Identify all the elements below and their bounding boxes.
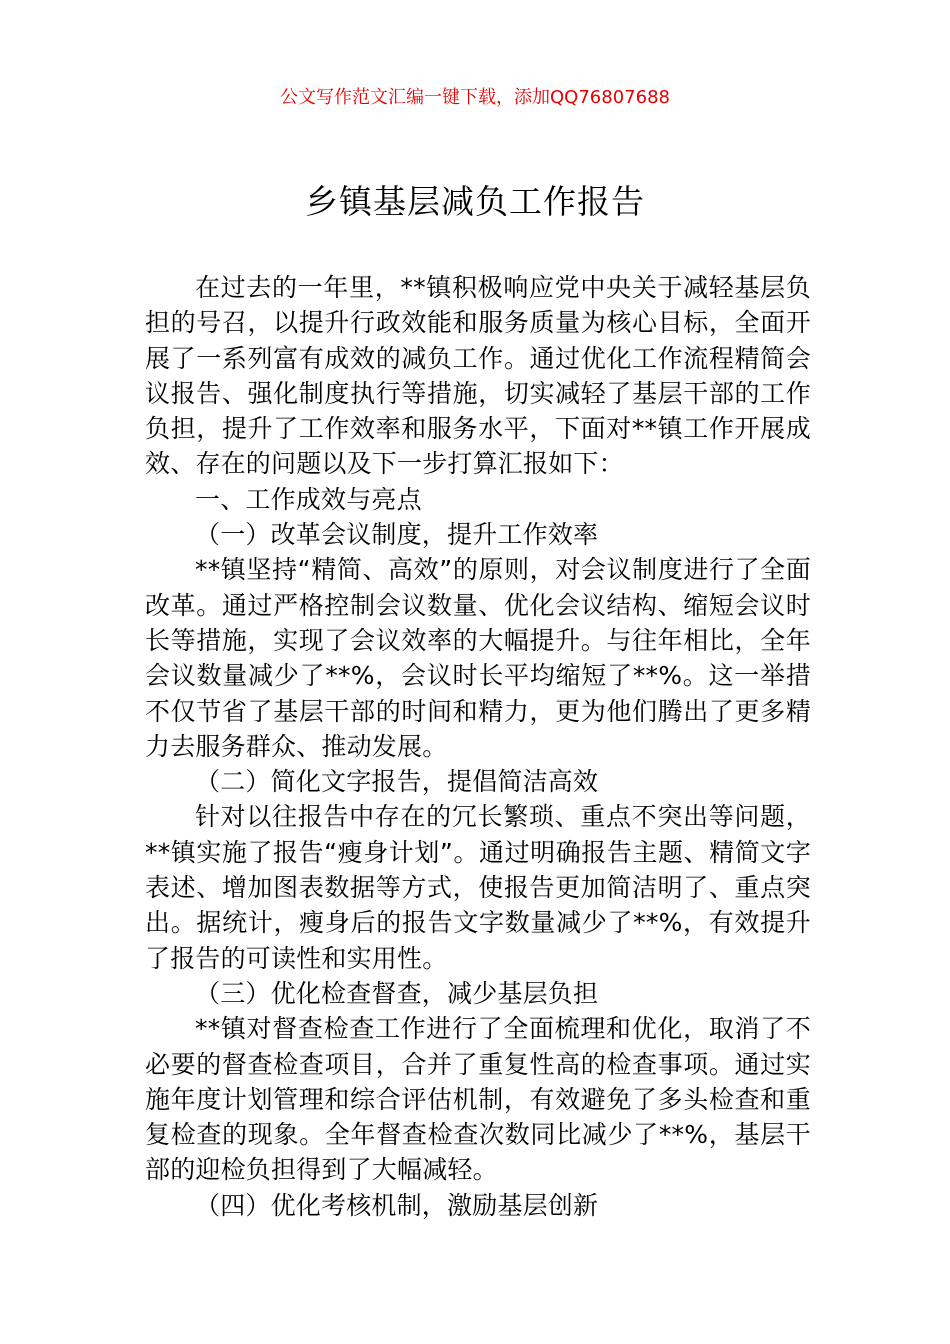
body-paragraph: **镇对督查检查工作进行了全面梳理和优化，取消了不必要的督查检查项目，合并了重复性高的检查事项。通过实施年度计划管理和综合评估机制，有效避免了多头检查和重复检查的现象。全年督查检查次数同比减少了**%，基层干部的迎检负担得到了大幅减轻。: [145, 1014, 811, 1185]
download-notice: 公文写作范文汇编一键下载，添加QQ76807688: [280, 87, 670, 108]
section-heading: 一、工作成效与亮点: [195, 484, 422, 514]
subsection-heading: （三）优化检查督查，减少基层负担: [195, 978, 599, 1008]
body-paragraph: 针对以往报告中存在的冗长繁琐、重点不突出等问题，**镇实施了报告“瘦身计划”。通过明确报告主题、精简文字表述、增加图表数据等方式，使报告更加简洁明了、重点突出。据统计，瘦身后的报告文字数量减少了**%，有效提升了报告的可读性和实用性。: [145, 802, 811, 973]
subsection-heading: （四）优化考核机制，激励基层创新: [195, 1190, 599, 1220]
body-paragraph: **镇坚持“精简、高效”的原则，对会议制度进行了全面改革。通过严格控制会议数量、优化会议结构、缩短会议时长等措施，实现了会议效率的大幅提升。与往年相比，全年会议数量减少了**%，会议时长平均缩短了**%。这一举措不仅节省了基层干部的时间和精力，更为他们腾出了更多精力去服务群众、推动发展。: [145, 555, 811, 761]
subsection-heading: （一）改革会议制度，提升工作效率: [195, 520, 599, 550]
intro-paragraph: 在过去的一年里，**镇积极响应党中央关于减轻基层负担的号召，以提升行政效能和服务质量为核心目标，全面开展了一系列富有成效的减负工作。通过优化工作流程精简会议报告、强化制度执行等措施，切实减轻了基层干部的工作负担，提升了工作效率和服务水平，下面对**镇工作开展成效、存在的问题以及下一步打算汇报如下：: [145, 273, 811, 479]
subsection-heading: （二）简化文字报告，提倡简洁高效: [195, 767, 599, 797]
document-title: 乡镇基层减负工作报告: [305, 182, 645, 221]
document-body: [145, 270, 811, 1223]
